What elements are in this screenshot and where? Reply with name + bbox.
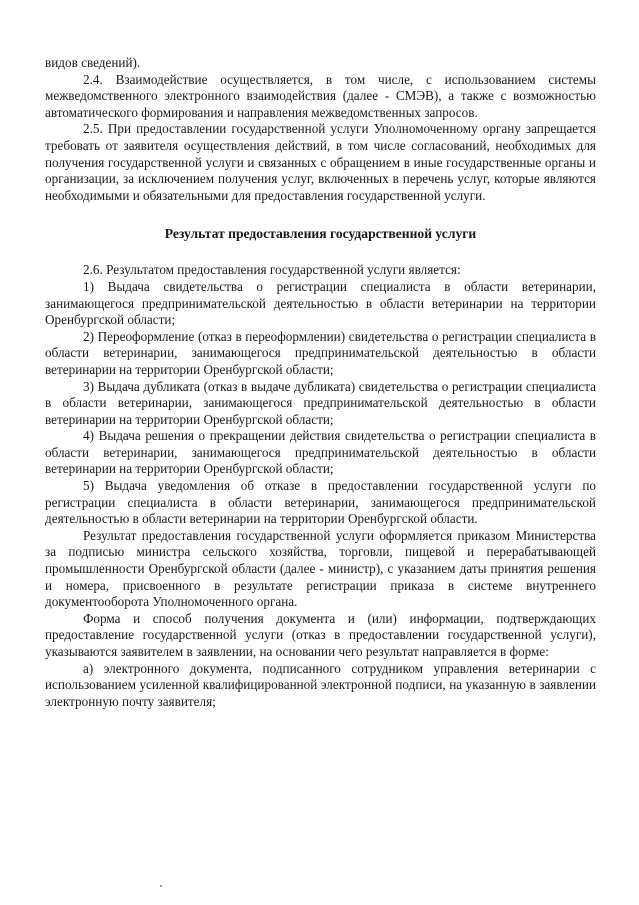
paragraph-result-form: Результат предоставления государственной услуги оформляется приказом Министерства за подписью министра сельского хозяйства, торговли, пищевой и перерабатывающей промышленности Оренбургской области (далее - министр), с указанием даты принятия решения и номера, присвоенного в результате регистрации приказа в системе внутреннего документооборота Уполномоченного органа.	[45, 527, 596, 610]
list-item-1: 1) Выдача свидетельства о регистрации специалиста в области ветеринарии, занимающегося предпринимательской деятельностью в области ветеринарии на территории Оренбургской области;	[45, 278, 596, 328]
paragraph-2-6: 2.6. Результатом предоставления государственной услуги является:	[83, 262, 461, 278]
list-item-2: 2) Переоформление (отказ в переоформлении) свидетельства о регистрации специалиста в области ветеринарии, занимающегося предпринимательской деятельностью в области ветеринарии на территории Оренбургской области;	[45, 328, 596, 377]
paragraph-2-5: 2.5. При предоставлении государственной услуги Уполномоченному органу запрещается требовать от заявителя осуществления действий, в том числе согласований, необходимых для получения государственной услуги и связанных с обращением в иные государственные органы и организации, за исключением получения услуг, включенных в перечень услуг, которые являются необходимыми и обязательными для предоставления государственной услуги.	[45, 121, 596, 203]
list-item-5: 5) Выдача уведомления об отказе в предоставлении государственной услуги по регистрации специалиста в области ветеринарии, занимающегося предпринимательской деятельностью в области ветеринарии на территории Оренбургской области.	[45, 478, 596, 527]
paragraph-2-4: 2.4. Взаимодействие осуществляется, в том числе, с использованием системы межведомственного электронного взаимодействия (далее - СМЭВ), а также с возможностью автоматического формирования и направления межведомственных запросов.	[45, 71, 596, 120]
paragraph-delivery-method: Форма и способ получения документа и (или) информации, подтверждающих предоставление государственной услуги (отказ в предоставлении государственной услуги), указываются заявителем в заявлении, на основании чего результат направляется в форме:	[45, 610, 596, 659]
section-heading: Результат предоставления государственной услуги	[164, 226, 477, 242]
scan-speck	[160, 885, 162, 887]
list-item-4: 4) Выдача решения о прекращении действия свидетельства о регистрации специалиста в области ветеринарии, занимающегося предпринимательской деятельностью в области ветеринарии на территории Оренбургской области;	[45, 428, 596, 477]
list-item-a: а) электронного документа, подписанного сотрудником управления ветеринарии с использованием усиленной квалифицированной электронной подписи, на указанную в заявлении электронную почту заявителя;	[45, 660, 596, 709]
paragraph-continuation: видов сведений).	[45, 55, 141, 70]
list-item-3: 3) Выдача дубликата (отказ в выдаче дубликата) свидетельства о регистрации специалиста в области ветеринарии, занимающегося предпринимательской деятельностью в области ветеринарии на территории Оренбургской области;	[45, 378, 596, 427]
